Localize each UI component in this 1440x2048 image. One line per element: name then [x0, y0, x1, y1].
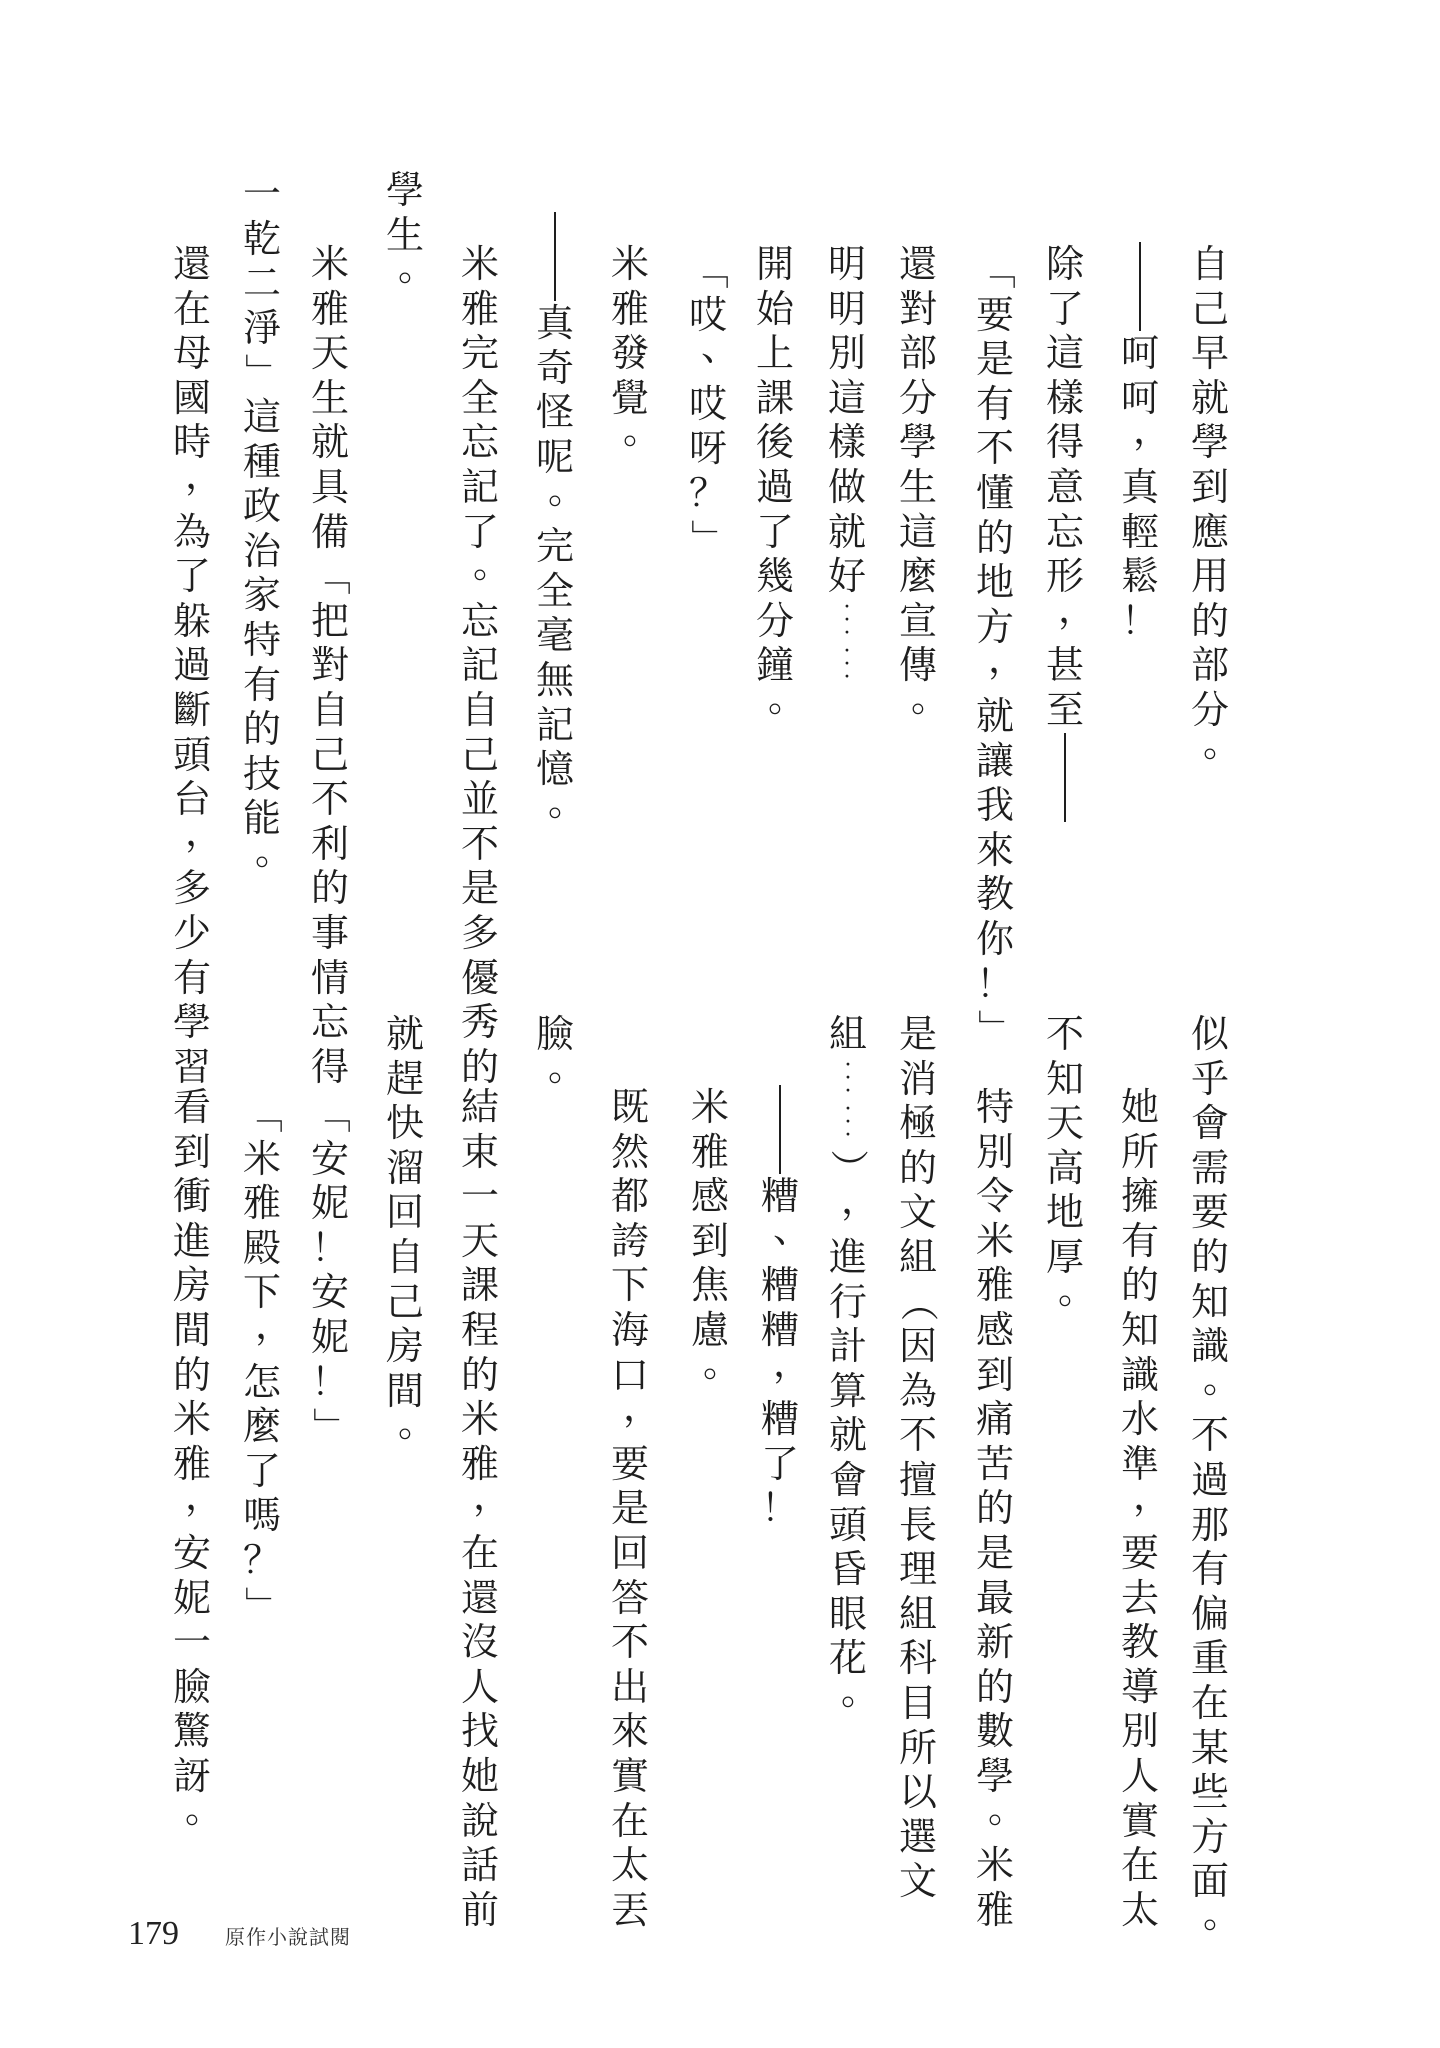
text-column: 她 所 擁 有 的 知 識 水 準 ， 要 去 教 導 別 人 實 在 太 [1120, 1085, 1171, 1932]
running-title: 原作小說試閱 [225, 1925, 351, 1949]
text-column: 自 己 早 就 學 到 應 用 的 部 分 。 [1190, 242, 1241, 765]
page-footer [128, 1915, 351, 1953]
text-column: 「 米 雅 殿 下 ， 怎 麼 了 嗎 ？ 」 [240, 1095, 293, 1624]
text-column: 臉 。 [535, 1012, 586, 1089]
text-column: 結 束 一 天 課 程 的 米 雅 ， 在 還 沒 人 找 她 說 話 前 [460, 1085, 511, 1932]
text-column: 米 雅 發 覺 。 [610, 242, 661, 453]
text-column: 米 雅 感 到 焦 慮 。 [690, 1085, 741, 1385]
text-column: 一 乾 二 淨 」 這 種 政 治 家 特 有 的 技 能 。 [240, 172, 293, 873]
text-column: 特 別 令 米 雅 感 到 痛 苦 的 是 最 新 的 數 學 。 米 雅 [975, 1085, 1026, 1932]
text-column: 「 安 妮 ！ 安 妮 ！ 」 [308, 1095, 353, 1446]
text-column: 看 到 衝 進 房 間 的 米 雅 ， 安 妮 一 臉 驚 訝 。 [172, 1085, 223, 1831]
text-column: 真 奇 怪 呢 。 完 全 毫 無 記 憶 。 [531, 212, 579, 836]
text-column: 除 了 這 樣 得 意 忘 形 ， 甚 至 [1041, 242, 1089, 822]
text-column: 米 雅 天 生 就 具 備 「 把 對 自 己 不 利 的 事 情 忘 得 [308, 242, 353, 1089]
text-column: 呵 呵 ， 真 輕 鬆 ！ [1116, 242, 1164, 643]
text-column: 既 然 都 誇 下 海 口 ， 要 是 回 答 不 出 來 實 在 太 丟 [610, 1085, 661, 1932]
text-column: 還 在 母 國 時 ， 為 了 躲 過 斷 頭 台 ， 多 少 有 學 習 [172, 242, 223, 1089]
page-number: 179 [128, 1915, 179, 1952]
text-column: 不 知 天 高 地 厚 。 [1045, 1012, 1096, 1312]
text-column: 學 生 。 [385, 168, 436, 290]
text-column: 「 哎 、 哎 呀 ？ 」 [686, 251, 739, 557]
text-column: 還 對 部 分 學 生 這 麼 宣 傳 。 [898, 242, 949, 720]
text-column: 開 始 上 課 後 過 了 幾 分 鐘 。 [755, 242, 806, 720]
text-column: 是 消 極 的 文 組 （ 因 為 不 擅 長 理 組 科 目 所 以 選 文 [896, 1012, 941, 1904]
text-column: 糟 、 糟 糟 ， 糟 了 ！ [756, 1085, 804, 1531]
text-column: 似 乎 會 需 要 的 知 識 。 不 過 那 有 偏 重 在 某 些 方 面 。 [1190, 1012, 1241, 1936]
text-column: 就 趕 快 溜 回 自 己 房 間 。 [385, 1012, 436, 1446]
text-column: 明 明 別 這 樣 做 就 好 [827, 242, 866, 599]
text-column: 米 雅 完 全 忘 記 了 。 忘 記 自 己 並 不 是 多 優 秀 的 [460, 242, 511, 1089]
text-column: 組 ） ， 進 行 計 算 就 會 頭 昏 眼 花 。 [826, 1012, 879, 1713]
text-column: 「 要 是 有 不 懂 的 地 方 ， 就 讓 我 來 教 你 ！ 」 [973, 251, 1026, 1048]
